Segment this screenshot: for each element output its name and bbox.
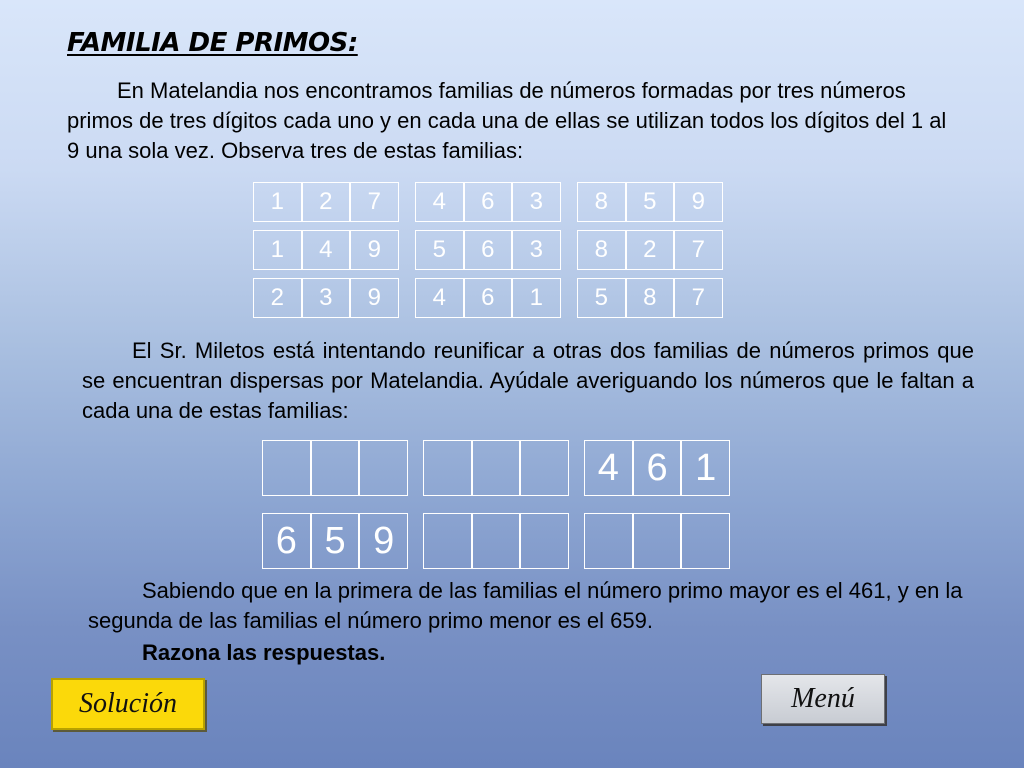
digit-cell bbox=[472, 440, 521, 496]
example-number bbox=[253, 230, 399, 270]
digit-cell: 3 bbox=[512, 182, 561, 222]
example-row-2 bbox=[253, 230, 399, 270]
example-row-3 bbox=[253, 278, 399, 318]
digit-cell: 8 bbox=[577, 230, 626, 270]
digit-cell: 9 bbox=[674, 182, 723, 222]
digit-cell: 5 bbox=[577, 278, 626, 318]
digit-cell bbox=[584, 513, 633, 569]
digit-cell: 9 bbox=[359, 513, 408, 569]
digit-cell: 4 bbox=[415, 278, 464, 318]
example-number bbox=[415, 230, 561, 270]
digit-cell bbox=[633, 513, 682, 569]
example-row-2b bbox=[415, 230, 561, 270]
example-number bbox=[253, 278, 399, 318]
digit-cell bbox=[311, 440, 360, 496]
intro-paragraph: En Matelandia nos encontramos familias de números formadas por tres números primos de tres dígitos cada uno y en cada una de ellas se utilizan todos los dígitos del 1 al 9 una sola vez. Observa tres de estas familias: bbox=[67, 78, 947, 163]
example-row-1b bbox=[415, 182, 561, 222]
digit-cell: 2 bbox=[626, 230, 675, 270]
puzzle-family-1-number-1 bbox=[262, 440, 408, 496]
challenge-paragraph: El Sr. Miletos está intentando reunificar a otras dos familias de números primos que se encuentran dispersas por Matelandia. Ayúdale averiguando los números que le faltan a cada una de estas familias: bbox=[82, 338, 974, 423]
digit-cell: 2 bbox=[253, 278, 302, 318]
digit-cell bbox=[520, 513, 569, 569]
menu-button[interactable]: Menú bbox=[761, 674, 885, 724]
digit-cell: 8 bbox=[577, 182, 626, 222]
digit-cell: 2 bbox=[302, 182, 351, 222]
example-row-1 bbox=[253, 182, 399, 222]
digit-cell: 9 bbox=[350, 230, 399, 270]
digit-cell: 4 bbox=[415, 182, 464, 222]
puzzle-family-1-number-2 bbox=[423, 440, 569, 496]
example-number bbox=[415, 182, 561, 222]
digit-cell: 3 bbox=[302, 278, 351, 318]
example-row-3b bbox=[415, 278, 561, 318]
digit-cell bbox=[681, 513, 730, 569]
digit-cell: 7 bbox=[674, 278, 723, 318]
digit-cell: 7 bbox=[350, 182, 399, 222]
example-number bbox=[577, 278, 723, 318]
digit-cell: 6 bbox=[464, 182, 513, 222]
digit-cell: 1 bbox=[681, 440, 730, 496]
puzzle-family-1-number-3 bbox=[584, 440, 730, 496]
digit-cell: 1 bbox=[253, 182, 302, 222]
puzzle-family-2-number-3 bbox=[584, 513, 730, 569]
digit-cell bbox=[472, 513, 521, 569]
digit-cell: 6 bbox=[464, 230, 513, 270]
example-number bbox=[415, 278, 561, 318]
solution-button[interactable]: Solución bbox=[51, 678, 205, 730]
digit-cell: 9 bbox=[350, 278, 399, 318]
digit-cell: 5 bbox=[626, 182, 675, 222]
digit-cell: 1 bbox=[253, 230, 302, 270]
digit-cell: 4 bbox=[584, 440, 633, 496]
example-number bbox=[577, 230, 723, 270]
digit-cell bbox=[423, 513, 472, 569]
digit-cell bbox=[423, 440, 472, 496]
digit-cell: 8 bbox=[626, 278, 675, 318]
digit-cell: 6 bbox=[464, 278, 513, 318]
digit-cell: 6 bbox=[633, 440, 682, 496]
digit-cell bbox=[520, 440, 569, 496]
reason-instruction: Razona las respuestas. bbox=[142, 640, 386, 665]
example-row-3c bbox=[577, 278, 723, 318]
puzzle-family-2-number-2 bbox=[423, 513, 569, 569]
digit-cell: 7 bbox=[674, 230, 723, 270]
puzzle-family-2-number-1 bbox=[262, 513, 408, 569]
digit-cell bbox=[262, 440, 311, 496]
digit-cell: 5 bbox=[415, 230, 464, 270]
example-number bbox=[253, 182, 399, 222]
example-row-1c bbox=[577, 182, 723, 222]
digit-cell: 6 bbox=[262, 513, 311, 569]
digit-cell: 5 bbox=[311, 513, 360, 569]
page-title: FAMILIA DE PRIMOS: bbox=[67, 28, 358, 58]
digit-cell: 4 bbox=[302, 230, 351, 270]
digit-cell: 3 bbox=[512, 230, 561, 270]
example-row-2c bbox=[577, 230, 723, 270]
digit-cell: 1 bbox=[512, 278, 561, 318]
hint-paragraph: Sabiendo que en la primera de las familias el número primo mayor es el 461, y en la segunda de las familias el número primo menor es el 659. bbox=[88, 578, 963, 633]
digit-cell bbox=[359, 440, 408, 496]
example-number bbox=[577, 182, 723, 222]
